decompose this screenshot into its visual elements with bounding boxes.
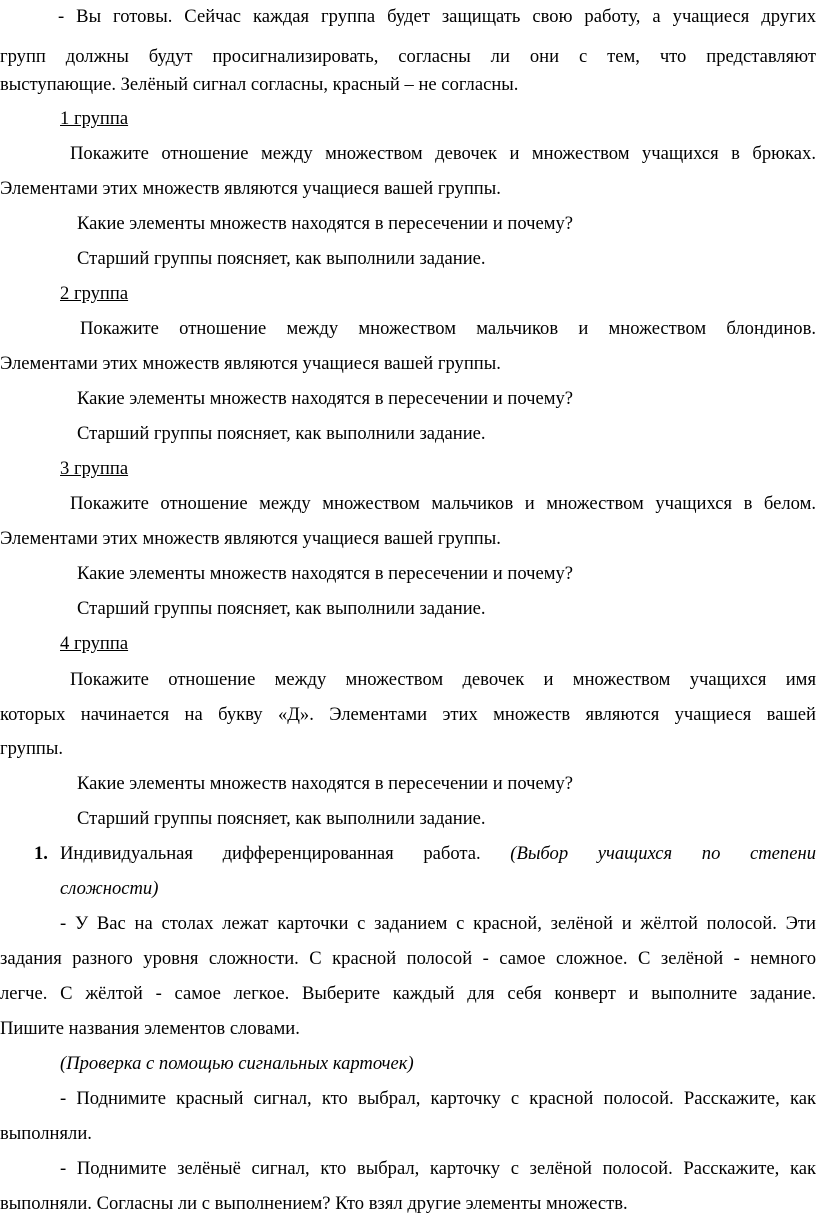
- group-1-task-line-2: Элементами этих множеств являются учащиеся вашей группы.: [0, 178, 501, 199]
- group-4-question: Какие элементы множеств находятся в пересечении и почему?: [77, 773, 574, 794]
- section-1-heading-line: [60, 841, 816, 867]
- section-1-green-line-1: - Поднимите зелёныё сигнал, кто выбрал, карточку с зелёной полосой. Расскажите, как: [60, 1158, 816, 1179]
- section-1-green-line-2: выполняли. Согласны ли с выполнением? Кто взял другие элементы множеств.: [0, 1193, 628, 1214]
- group-4-explain: Старший группы поясняет, как выполнили задание.: [77, 808, 486, 829]
- group-4-task-line-3: группы.: [0, 738, 64, 759]
- group-3-explain: Старший группы поясняет, как выполнили задание.: [77, 598, 486, 619]
- group-2-task-line-2: Элементами этих множеств являются учащиеся вашей группы.: [0, 353, 501, 374]
- group-1-title: [60, 106, 128, 132]
- section-1-para-line-1: - У Вас на столах лежат карточки с заданием с красной, зелёной и жёлтой полосой. Эти: [60, 913, 816, 934]
- group-4-title: [60, 631, 128, 657]
- section-1-heading: Индивидуальная дифференцированная работа.: [60, 843, 481, 864]
- group-2-title: [60, 281, 128, 307]
- group-1-explain: Старший группы поясняет, как выполнили задание.: [77, 248, 486, 269]
- section-1-check-note: (Проверка с помощью сигнальных карточек): [60, 1053, 414, 1074]
- section-1-number: 1.: [34, 843, 48, 864]
- section-1-para-line-3: легче. С жёлтой - самое легкое. Выберите каждый для себя конверт и выполните задание.: [0, 983, 816, 1004]
- group-3-title-text: 3 группа: [60, 458, 129, 479]
- section-1-red-line-1: - Поднимите красный сигнал, кто выбрал, карточку с красной полосой. Расскажите, как: [60, 1088, 816, 1109]
- group-1-title-text: 1 группа: [60, 108, 129, 129]
- section-1-para-line-4: Пишите названия элементов словами.: [0, 1018, 300, 1039]
- section-1-note-part-1: (Выбор учащихся по степени: [510, 843, 816, 864]
- group-4-task-line-1: Покажите отношение между множеством девочек и множеством учащихся имя: [70, 669, 816, 690]
- group-2-explain: Старший группы поясняет, как выполнили задание.: [77, 423, 486, 444]
- group-2-title-text: 2 группа: [60, 283, 129, 304]
- intro-line-2: групп должны будут просигнализировать, согласны ли они с тем, что представляют: [0, 46, 816, 67]
- group-4-task-line-2: которых начинается на букву «Д». Элементами этих множеств являются учащиеся вашей: [0, 704, 816, 725]
- group-3-task-line-2: Элементами этих множеств являются учащиеся вашей группы.: [0, 528, 501, 549]
- group-2-question: Какие элементы множеств находятся в пересечении и почему?: [77, 388, 574, 409]
- group-2-task-line-1: Покажите отношение между множеством мальчиков и множеством блондинов.: [80, 318, 816, 339]
- section-1-para-line-2: задания разного уровня сложности. С красной полосой - самое сложное. С зелёной - немного: [0, 948, 816, 969]
- intro-line-1: - Вы готовы. Сейчас каждая группа будет защищать свою работу, а учащиеся других: [58, 6, 816, 27]
- section-1-red-line-2: выполняли.: [0, 1123, 92, 1144]
- intro-line-3: выступающие. Зелёный сигнал согласны, красный – не согласны.: [0, 74, 519, 95]
- group-1-question: Какие элементы множеств находятся в пересечении и почему?: [77, 213, 574, 234]
- group-3-question: Какие элементы множеств находятся в пересечении и почему?: [77, 563, 574, 584]
- section-1-note-part-2: сложности): [60, 878, 159, 899]
- group-1-task-line-1: Покажите отношение между множеством девочек и множеством учащихся в брюках.: [70, 143, 816, 164]
- group-4-title-text: 4 группа: [60, 633, 129, 654]
- group-3-title: [60, 456, 128, 482]
- group-3-task-line-1: Покажите отношение между множеством мальчиков и множеством учащихся в белом.: [70, 493, 816, 514]
